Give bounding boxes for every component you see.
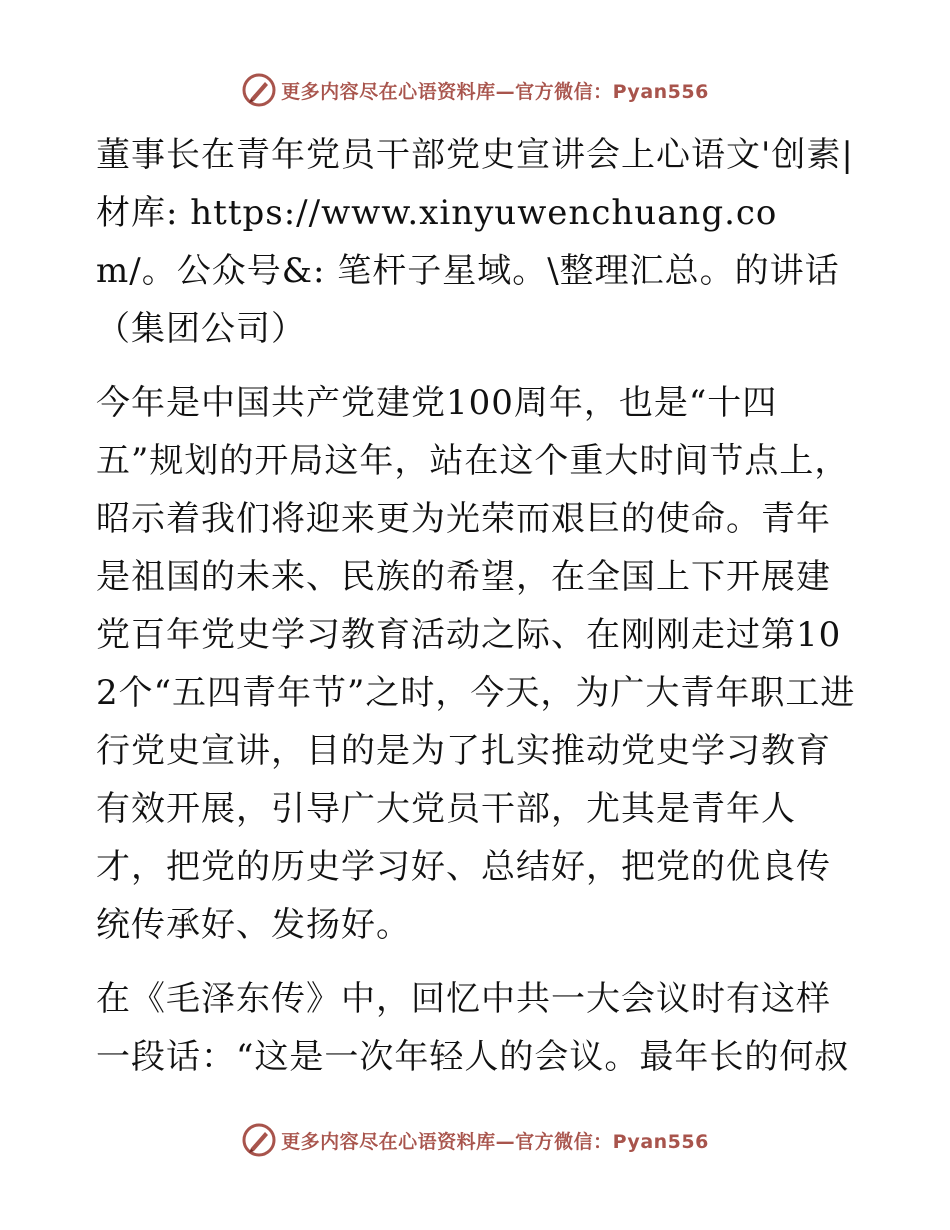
paragraph-intro: 今年是中国共产党建党100周年，也是“十四五”规划的开局这年，站在这个重大时间节点上，昭示着我们将迎来更为光荣而艰巨的使命。青年是祖国的未来、民族的希望，在全国上下开展建党百年党史学习教育活动之际、在刚刚走过第102个“五四青年节”之时，今天，为广大青年职工进行党史宣讲，目的是为了扎实推动党史学习教育有效开展，引导广大党员干部，尤其是青年人才，把党的历史学习好、总结好，把党的优良传统传承好、发扬好。 <box>96 383 856 945</box>
pen-logo-icon <box>241 72 277 108</box>
footer-banner-text: 更多内容尽在心语资料库—官方微信：Pyan556 <box>281 1130 709 1153</box>
header-banner-text: 更多内容尽在心语资料库—官方微信：Pyan556 <box>281 80 709 103</box>
footer-banner <box>0 1120 950 1160</box>
pen-logo-icon <box>241 1122 277 1158</box>
header-banner <box>0 70 950 110</box>
paragraph-title: 董事长在青年党员干部党史宣讲会上心语文'创素|材库: https://www.xinyuwenchuang.com/。公众号&: 笔杆子星域。\整理汇总。的讲话（集团公司） <box>96 135 854 349</box>
document-body <box>96 126 856 1102</box>
paragraph-quote: 在《毛泽东传》中，回忆中共一大会议时有这样一段话：“这是一次年轻人的会议。最年长的何叔 <box>96 979 850 1077</box>
